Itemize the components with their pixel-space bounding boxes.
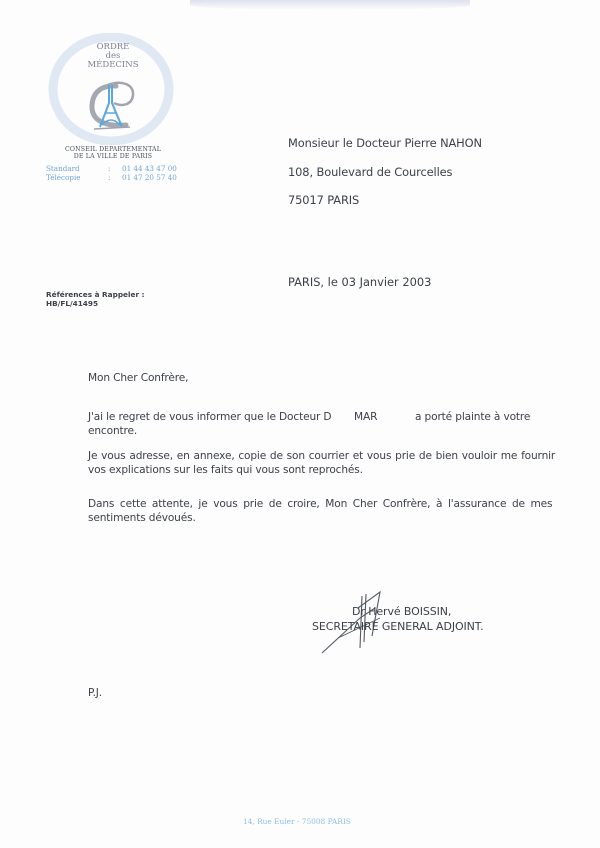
signatory-name: Dr Hervé BOISSIN, [352,605,452,618]
contact-label: Standard [46,164,80,173]
contact-standard: Standard : 01 44 43 47 00 [46,164,177,173]
redacted-name: MAR [354,411,378,423]
paragraph-2-line-1: Je vous adresse, en annexe, copie de son courrier et vous prie de bien vouloir me fournir [88,450,556,462]
paragraph-1-line-2: encontre. [88,425,138,437]
recipient-street: 108, Boulevard de Courcelles [288,165,453,179]
paragraph-1-line-1-end: a porté plainte à votre [415,411,531,423]
enclosure-note: P.J. [88,687,102,699]
date-line: PARIS, le 03 Janvier 2003 [288,275,432,289]
logo-line-1: ORDRE [96,42,130,52]
recipient-city: 75017 PARIS [288,193,360,207]
paragraph-3-line-2: sentiments dévoués. [88,512,196,524]
footer-address: 14, Rue Euler - 75008 PARIS [243,817,351,826]
org-line-2: DE LA VILLE DE PARIS [73,153,153,160]
contact-value: 01 47 20 57 40 [122,173,177,182]
ordre-des-medecins-logo [48,33,174,145]
recipient-name: Monsieur le Docteur Pierre NAHON [288,136,482,150]
logo-line-3: MÉDECINS [87,60,139,70]
contact-label: Télécopie [46,173,81,182]
org-name [48,146,178,160]
paragraph-1-line-1: J'ai le regret de vous informer que le Docteur D [88,411,332,423]
scan-shadow [190,0,470,10]
logo-line-2: des [105,51,121,61]
salutation: Mon Cher Confrère, [88,372,189,384]
references [46,290,145,308]
contact-value: 01 44 43 47 00 [122,164,177,173]
paragraph-3-line-1: Dans cette attente, je vous prie de croire, Mon Cher Confrère, à l'assurance de mes [88,498,553,510]
references-value: HB/FL/41495 [46,299,99,308]
contact-fax: Télécopie : 01 47 20 57 40 [46,173,177,182]
signatory-title: SECRETAIRE GENERAL ADJOINT. [312,620,484,633]
org-line-1: CONSEIL DEPARTEMENTAL [64,146,162,153]
paragraph-2-line-2: vos explications sur les faits qui vous sont reprochés. [88,464,363,476]
references-label: Références à Rappeler : [46,290,145,299]
